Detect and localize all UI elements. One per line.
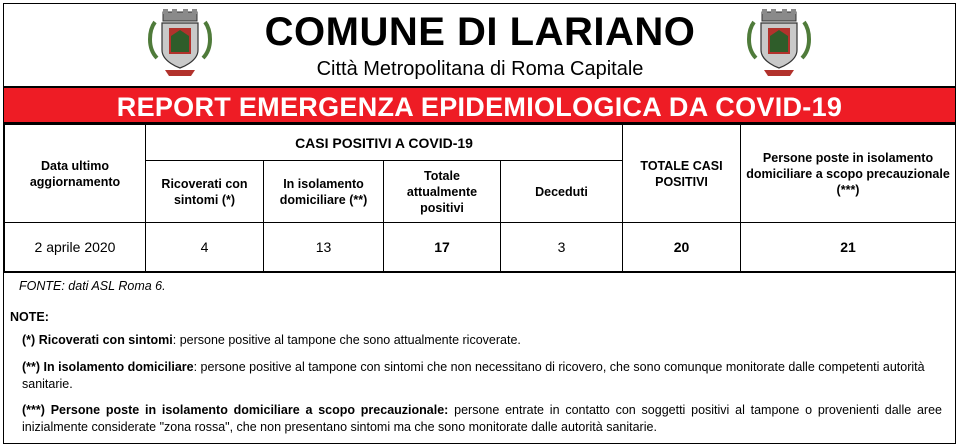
header-date: Data ultimo aggiornamento (5, 125, 146, 223)
header-positive-cases-group: CASI POSITIVI A COVID-19 (146, 125, 623, 161)
note-text: persone entrate in contatto con soggetti positivi al tampone o provenienti dalle aree inizialmente considerate "zona rossa", che non presentano sintomi ma che sono monitorate dalle autorità sanitarie. (22, 403, 942, 434)
note-item (22, 402, 942, 436)
note-marker: (***) (22, 403, 45, 417)
note-item (22, 332, 942, 349)
header-total-current: Totale attualmente positivi (384, 161, 501, 223)
cell-home-isolation: 13 (264, 223, 384, 272)
note-term: In isolamento domiciliare (43, 360, 194, 374)
cell-date: 2 aprile 2020 (5, 223, 146, 272)
covid-report-table (4, 124, 956, 272)
town-subtitle: Città Metropolitana di Roma Capitale (316, 58, 644, 80)
note-marker: (*) (22, 333, 36, 347)
cell-total-current: 17 (384, 223, 501, 272)
header-precautionary-isolation: Persone poste in isolamento domiciliare a scopo precauzionale (***) (741, 125, 956, 223)
header-total-cases: TOTALE CASI POSITIVI (623, 125, 741, 223)
note-term: Ricoverati con sintomi (38, 333, 173, 347)
source-note: FONTE: dati ASL Roma 6. (19, 279, 166, 293)
note-item (22, 359, 942, 393)
note-marker: (**) (22, 360, 41, 374)
town-title: COMUNE DI LARIANO (264, 10, 696, 54)
note-text: : persone positive al tampone che sono attualmente ricoverate. (172, 333, 521, 347)
header-hospitalized: Ricoverati con sintomi (*) (146, 161, 264, 223)
notes-section (4, 272, 955, 444)
cell-precautionary: 21 (741, 223, 956, 272)
cell-hospitalized: 4 (146, 223, 264, 272)
cell-deceased: 3 (501, 223, 623, 272)
note-term: Persone poste in isolamento domiciliare a scopo precauzionale: (50, 403, 449, 417)
header-home-isolation: In isolamento domiciliare (**) (264, 161, 384, 223)
table-row (5, 223, 956, 272)
notes-label: NOTE: (10, 310, 49, 324)
note-text: : persone positive al tampone con sintomi che non necessitano di ricovero, che sono comunque monitorate dalle competenti autorità sanitarie. (22, 360, 925, 391)
header-deceased: Deceduti (501, 161, 623, 223)
report-banner: REPORT EMERGENZA EPIDEMIOLOGICA DA COVID-19 (4, 86, 955, 124)
cell-total-cases: 20 (623, 223, 741, 272)
